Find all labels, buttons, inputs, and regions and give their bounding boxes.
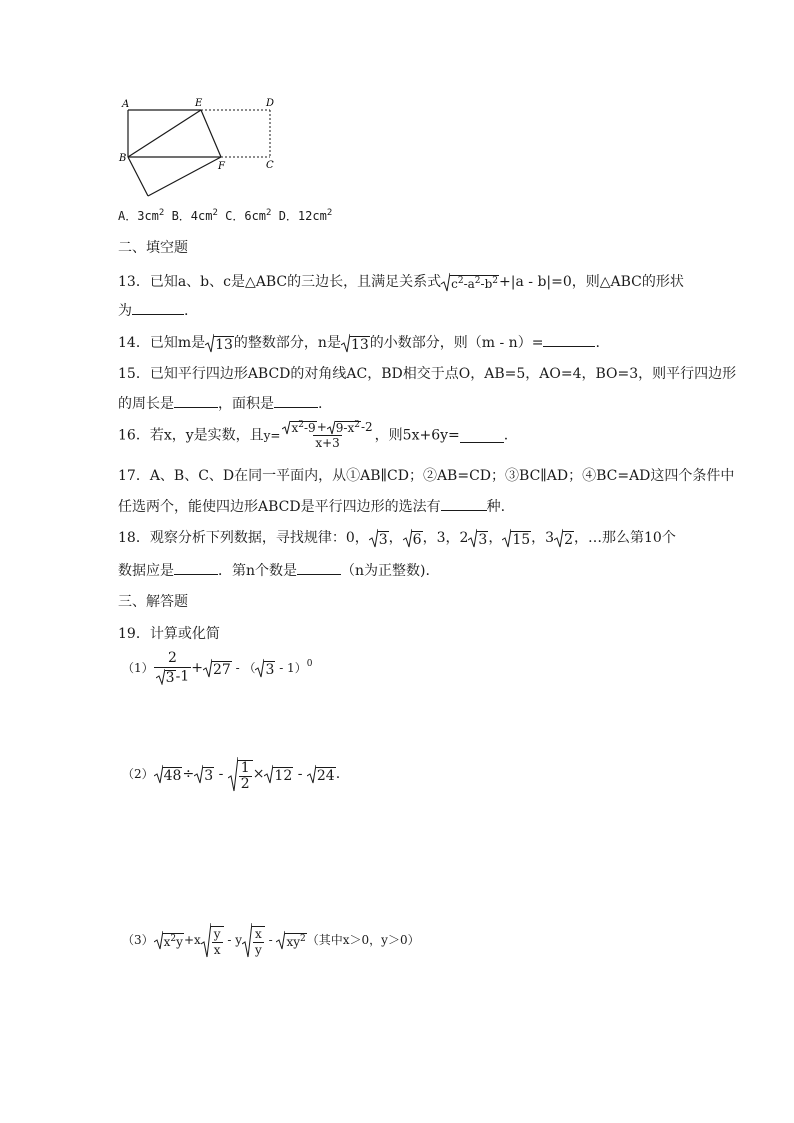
- sqrt-13: 13: [341, 333, 370, 353]
- answer-blank[interactable]: [460, 428, 504, 443]
- label-c: C: [266, 160, 274, 171]
- question-14: 14．已知m是 13 的整数部分，n是 13 的小数部分，则（m - n）= .: [118, 332, 600, 353]
- question-18-line2: 数据应是 ．第n个数是 （n为正整数).: [118, 560, 430, 581]
- fraction-expression: $x^2-9$ + $9-x^2$ -2 x+3: [280, 420, 374, 451]
- segment-fold-f: [148, 157, 221, 196]
- section-solve-heading: 三、解答题: [118, 594, 188, 610]
- choice-b: B．$4cm^2$: [171, 208, 218, 223]
- question-17-line2: 任选两个，能使四边形ABCD是平行四边形的选法有 种.: [118, 496, 505, 517]
- segment-ef: [201, 110, 221, 157]
- question-17-line1: 17．A、B、C、D在同一平面内，从①AB∥CD；②AB=CD；③BC∥AD；④BC=AD这四个条件中: [118, 468, 735, 484]
- choices-line: [118, 206, 332, 226]
- question-15-line2: 的周长是 ，面积是 .: [118, 393, 322, 414]
- label-f: F: [218, 161, 225, 172]
- question-19-part3: （3） $x^2y$ +x $\frac{y}{x}$ - y $\frac{x}{y}$ - $xy^2$ （其中x＞0，y＞0）: [122, 922, 420, 958]
- segment-b-fold: [128, 157, 148, 196]
- question-13-line2: 为 .: [118, 300, 188, 321]
- answer-blank[interactable]: [441, 496, 487, 511]
- fraction-expression: 2 3 -1: [154, 650, 192, 686]
- answer-blank[interactable]: [174, 560, 218, 575]
- choice-d: D．$12cm^2$: [278, 208, 333, 223]
- section-fill-blank-heading: 二、填空题: [118, 240, 188, 256]
- answer-blank[interactable]: [543, 332, 595, 347]
- figure-svg: [115, 95, 285, 205]
- sqrt-expression: $c^2-a^2-b^2$: [441, 272, 499, 292]
- label-a: A: [122, 99, 130, 110]
- question-18-line1: 18．观察分析下列数据，寻找规律：0， 3 ， 6 ，3，2 3 ， 15 ，3 2 ，…那么第10个: [118, 530, 676, 548]
- answer-blank[interactable]: [274, 393, 318, 408]
- geometry-figure: [115, 95, 285, 205]
- answer-blank[interactable]: [132, 300, 184, 315]
- choice-a: A．$3cm^2$: [118, 208, 165, 223]
- segment-be: [128, 110, 201, 157]
- question-16: 16．若x，y是实数，且y= $x^2-9$ + $9-x^2$ -2 x+3 ，则5x+6y= .: [118, 420, 509, 450]
- sqrt-13: 13: [205, 333, 234, 353]
- question-19-title: 19．计算或化简: [118, 626, 220, 642]
- sqrt-fraction: $\frac{1}{2}$: [228, 756, 253, 792]
- question-13-line1: 13．已知a、b、c是△ABC的三边长，且满足关系式 $c^2-a^2-b^2$ +|a - b|=0，则△ABC的形状: [118, 274, 684, 291]
- question-19-part1: （1） 2 3 -1 + 27 - （ 3 - 1）$^0$: [122, 650, 313, 686]
- question-15-line1: 15．已知平行四边形ABCD的对角线AC，BD相交于点O，AB=5，AO=4，BO=3，则平行四边形: [118, 366, 737, 382]
- label-b: B: [119, 153, 127, 164]
- answer-blank[interactable]: [297, 560, 341, 575]
- label-d: D: [266, 98, 275, 109]
- label-e: E: [195, 98, 203, 109]
- answer-blank[interactable]: [174, 393, 218, 408]
- question-19-part2: （2） 48 ÷ 3 - $\frac{1}{2}$ × 12 - 24 .: [122, 756, 340, 792]
- choice-c: C．$6cm^2$: [225, 208, 272, 223]
